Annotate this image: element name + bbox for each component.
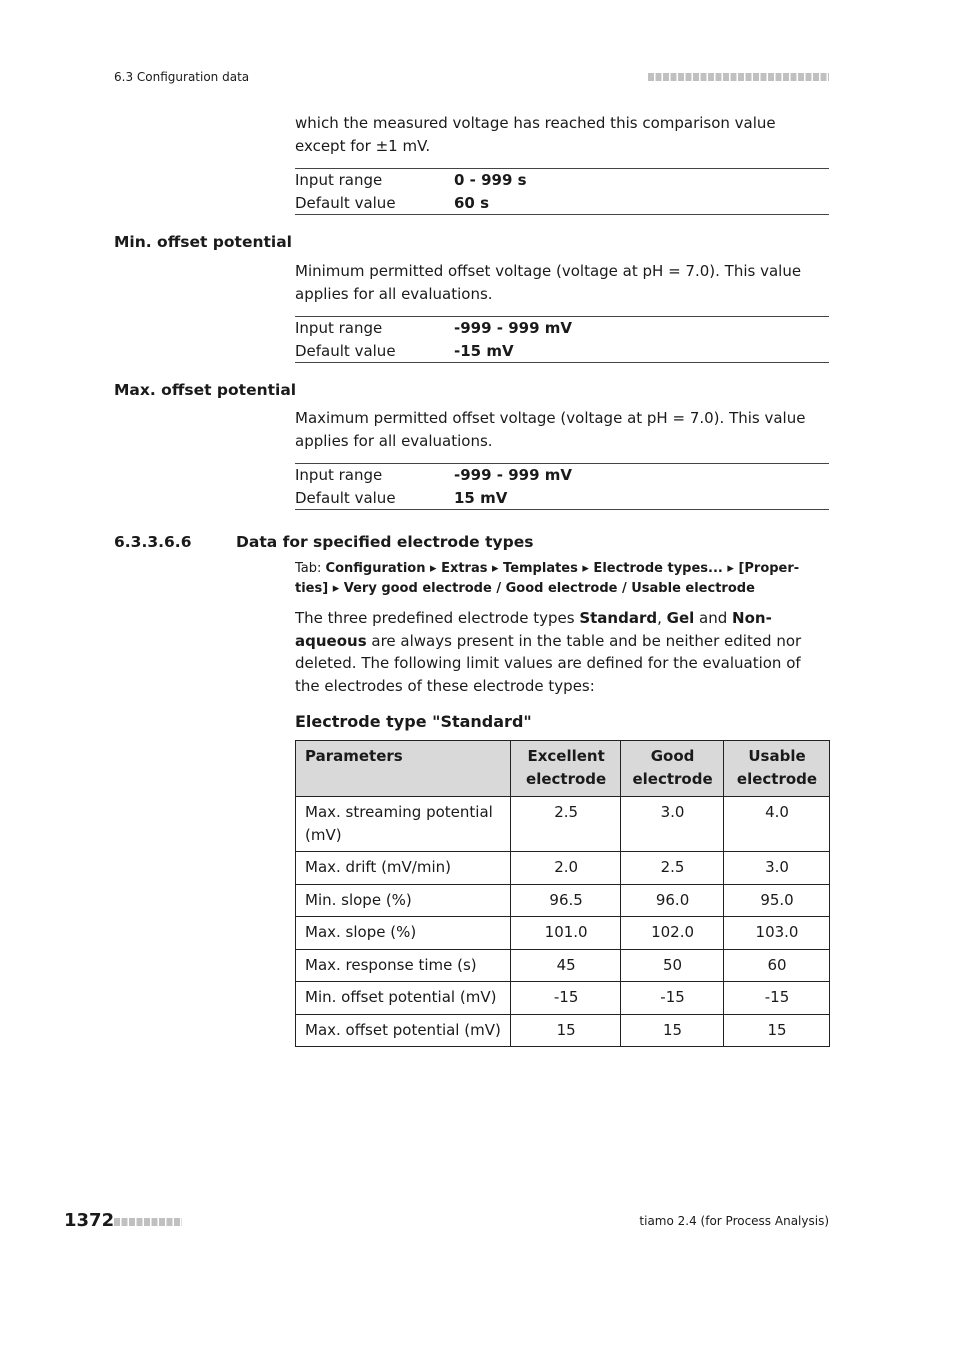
excellent-cell: 45 (511, 949, 621, 982)
default-value-label: Default value (295, 488, 396, 507)
input-range-value: -999 - 999 mV (454, 466, 572, 484)
excellent-cell: 96.5 (511, 884, 621, 917)
header-dots-decoration (648, 73, 829, 81)
min-offset-param-table (295, 316, 829, 363)
input-range-label: Input range (295, 466, 383, 484)
input-range-value: 0 - 999 s (454, 171, 527, 189)
usable-cell: -15 (724, 982, 830, 1015)
table-row (296, 917, 830, 950)
type-non-aqueous: Non-aqueous (295, 609, 772, 650)
input-range-label: Input range (295, 171, 383, 189)
default-value-value: 60 s (454, 193, 490, 212)
tab-navigation-path (295, 559, 815, 598)
usable-cell: 103.0 (724, 917, 830, 950)
default-value-value: 15 mV (454, 488, 508, 507)
usable-cell: 95.0 (724, 884, 830, 917)
usable-cell: 60 (724, 949, 830, 982)
parameter-cell: Max. streaming potential (mV) (296, 797, 511, 852)
tab-path-line-1: Configuration ▸ Extras ▸ Templates ▸ Electrode types... ▸ [Proper- (325, 561, 800, 576)
header-good: Good electrode (621, 741, 724, 797)
table-row (296, 852, 830, 885)
good-cell: -15 (621, 982, 724, 1015)
input-range-label: Input range (295, 319, 383, 337)
table-row (296, 982, 830, 1015)
separator-2: and (694, 609, 733, 627)
parameter-cell: Max. response time (s) (296, 949, 511, 982)
header-usable: Usable electrode (724, 741, 830, 797)
table-row (296, 949, 830, 982)
max-offset-param-table (295, 463, 829, 510)
electrode-limits-table (295, 740, 830, 1047)
excellent-cell: 101.0 (511, 917, 621, 950)
input-range-row (295, 464, 829, 487)
default-value-row (295, 487, 829, 510)
input-range-row (295, 317, 829, 340)
usable-cell: 15 (724, 1014, 830, 1047)
subsection-title: Data for specified electrode types (236, 533, 534, 551)
min-offset-heading: Min. offset potential (114, 233, 293, 251)
table-title: Electrode type "Standard" (295, 712, 532, 731)
tab-path-line-2: ties] ▸ Very good electrode / Good electrode / Usable electrode (295, 580, 755, 596)
excellent-cell: -15 (511, 982, 621, 1015)
parameter-cell: Min. slope (%) (296, 884, 511, 917)
excellent-cell: 15 (511, 1014, 621, 1047)
max-offset-heading: Max. offset potential (114, 381, 297, 399)
type-standard: Standard (579, 609, 658, 627)
usable-cell: 3.0 (724, 852, 830, 885)
good-cell: 50 (621, 949, 724, 982)
excellent-cell: 2.0 (511, 852, 621, 885)
default-value-label: Default value (295, 341, 396, 360)
good-cell: 15 (621, 1014, 724, 1047)
electrode-types-intro (295, 607, 829, 697)
header-excellent: Excellent electrode (511, 741, 621, 797)
table-row (296, 1014, 830, 1047)
param-table-first (295, 168, 829, 215)
max-offset-description: Maximum permitted offset voltage (voltage at pH = 7.0). This value applies for all evaluations. (295, 409, 806, 450)
good-cell: 102.0 (621, 917, 724, 950)
min-offset-description: Minimum permitted offset voltage (voltage at pH = 7.0). This value applies for all evaluations. (295, 262, 802, 303)
subsection-number: 6.3.3.6.6 (114, 533, 192, 551)
footer-dots-decoration (114, 1218, 182, 1226)
default-value-row (295, 192, 829, 215)
input-range-value: -999 - 999 mV (454, 319, 572, 337)
header-parameters: Parameters (296, 741, 511, 797)
type-gel: Gel (666, 609, 695, 627)
parameter-cell: Max. offset potential (mV) (296, 1014, 511, 1047)
page-number: 1372 (64, 1210, 115, 1231)
intro-text-2: are always present in the table and be neither edited nor deleted. The following limit values are defined for the evaluation of the electrodes of these electrode types: (295, 631, 802, 695)
parameter-cell: Max. drift (mV/min) (296, 852, 511, 885)
excellent-cell: 2.5 (511, 797, 621, 852)
separator-1: , (657, 609, 667, 627)
table-row (296, 884, 830, 917)
product-name: tiamo 2.4 (for Process Analysis) (639, 1214, 829, 1228)
default-value-label: Default value (295, 193, 396, 212)
default-value-value: -15 mV (454, 341, 514, 360)
good-cell: 96.0 (621, 884, 724, 917)
tab-prefix: Tab: (295, 561, 322, 576)
running-header-section: 6.3 Configuration data (114, 70, 250, 84)
default-value-row (295, 340, 829, 363)
good-cell: 2.5 (621, 852, 724, 885)
table-header-row (296, 741, 830, 797)
parameter-cell: Max. slope (%) (296, 917, 511, 950)
table-row (296, 797, 830, 852)
good-cell: 3.0 (621, 797, 724, 852)
intro-text-1: The three predefined electrode types (295, 609, 580, 627)
intro-continuation-text: which the measured voltage has reached this comparison value except for ±1 mV. (295, 114, 776, 155)
parameter-cell: Min. offset potential (mV) (296, 982, 511, 1015)
input-range-row (295, 169, 829, 192)
usable-cell: 4.0 (724, 797, 830, 852)
